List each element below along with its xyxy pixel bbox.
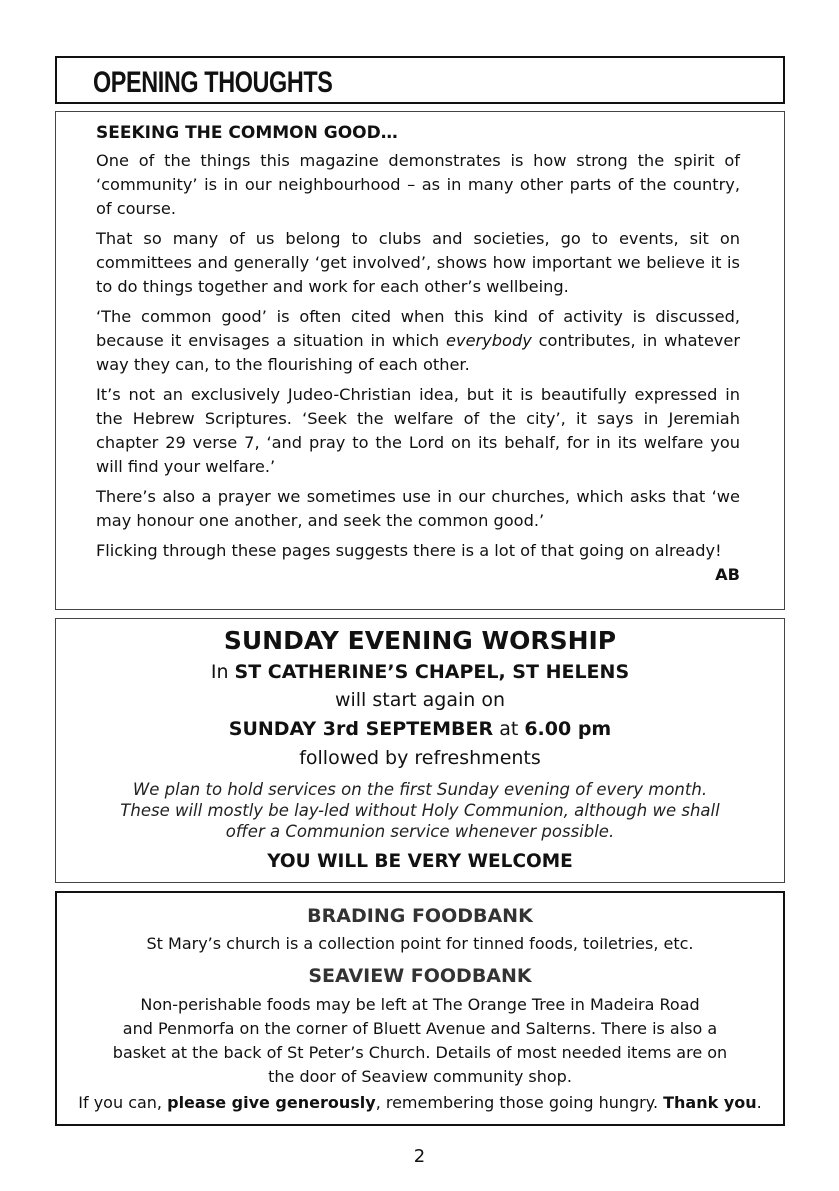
section-title: OPENING THOUGHTS bbox=[93, 66, 333, 99]
worship-welcome: YOU WILL BE VERY WELCOME bbox=[267, 851, 573, 872]
article-paragraph: ‘The common good’ is often cited when this kind of activity is discussed, because it envisages a situation in which everybody contributes, in whatever way they can, to the flourishing of each other. bbox=[96, 307, 740, 374]
worship-location: In ST CATHERINE’S CHAPEL, ST HELENS bbox=[210, 661, 630, 683]
brading-foodbank-text: St Mary’s church is a collection point for tinned foods, toiletries, etc. bbox=[146, 934, 694, 953]
foodbank-appeal: If you can, please give generously, remembering those going hungry. Thank you. bbox=[78, 1093, 762, 1112]
article-paragraph: Flicking through these pages suggests there is a lot of that going on already! AB bbox=[96, 539, 740, 563]
seaview-foodbank-text: Non-perishable foods may be left at The Orange Tree in Madeira Road and Penmorfa on the corner of Bluett Avenue and Salterns. There is also a basket at the back of St Peter’s Church. Details of most needed items are on the door of Seaview community shop. bbox=[112, 995, 728, 1086]
page-number: 2 bbox=[413, 1146, 426, 1167]
article-paragraph: There’s also a prayer we sometimes use in our churches, which asks that ‘we may honour one another, and seek the common good.’ bbox=[96, 487, 740, 530]
article-heading: SEEKING THE COMMON GOOD… bbox=[96, 123, 398, 143]
seaview-foodbank-title: SEAVIEW FOODBANK bbox=[308, 965, 532, 987]
foodbank-box bbox=[55, 891, 785, 1126]
worship-notice-box bbox=[55, 618, 785, 883]
worship-start-line: will start again on bbox=[334, 689, 506, 711]
worship-note: We plan to hold services on the first Sunday evening of every month. These will mostly be lay-led without Holy Communion, although we shall offer a Communion service whenever possible. bbox=[120, 780, 720, 841]
article-paragraph: It’s not an exclusively Judeo-Christian idea, but it is beautifully expressed in the Hebrew Scriptures. ‘Seek the welfare of the city’, it says in Jeremiah chapter 29 verse 7, ‘and pray to the Lord on its behalf, for in its welfare you will find your welfare.’ bbox=[96, 385, 740, 476]
worship-title: SUNDAY EVENING WORSHIP bbox=[223, 626, 617, 655]
section-header-box bbox=[55, 56, 785, 104]
brading-foodbank-title: BRADING FOODBANK bbox=[307, 905, 533, 927]
article-paragraph: One of the things this magazine demonstrates is how strong the spirit of ‘community’ is in our neighbourhood – as in many other parts of the country, of course. bbox=[96, 151, 740, 218]
emphasis-everybody: everybody bbox=[446, 331, 532, 350]
worship-date-time: SUNDAY 3rd SEPTEMBER at 6.00 pm bbox=[228, 718, 612, 740]
article-body bbox=[96, 120, 740, 587]
author-signature: AB bbox=[715, 565, 740, 584]
worship-refreshments: followed by refreshments bbox=[299, 747, 541, 769]
article-paragraph: That so many of us belong to clubs and societies, go to events, sit on committees and generally ‘get involved’, shows how important we believe it is to do things together and work for each other’s wellbeing. bbox=[96, 229, 740, 296]
article-box bbox=[55, 111, 785, 610]
